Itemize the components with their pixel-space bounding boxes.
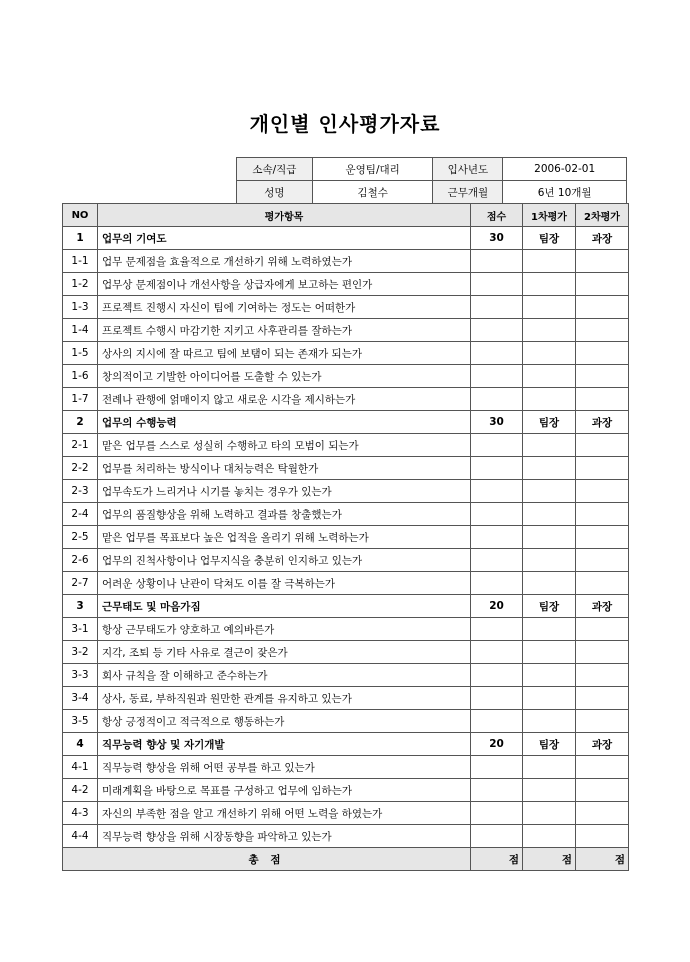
item-score-cell xyxy=(471,549,523,572)
table-row xyxy=(63,549,629,572)
table-row xyxy=(63,434,629,457)
section-no: 3 xyxy=(63,595,98,618)
item-eval2-cell xyxy=(576,802,629,825)
item-eval2-cell xyxy=(576,480,629,503)
table-row xyxy=(63,618,629,641)
table-row xyxy=(63,526,629,549)
item-no: 4-2 xyxy=(63,779,98,802)
item-eval1-cell xyxy=(523,549,576,572)
item-text: 프로젝트 수행시 마감기한 지키고 사후관리를 잘하는가 xyxy=(98,319,471,342)
section-eval1: 팀장 xyxy=(523,411,576,434)
item-score-cell xyxy=(471,434,523,457)
item-score-cell xyxy=(471,825,523,848)
item-no: 1-5 xyxy=(63,342,98,365)
item-text: 업무상 문제점이나 개선사항을 상급자에게 보고하는 편인가 xyxy=(98,273,471,296)
item-eval1-cell xyxy=(523,641,576,664)
table-row xyxy=(63,457,629,480)
page-title: 개인별 인사평가자료 xyxy=(249,112,441,136)
item-text: 상사의 지시에 잘 따르고 팀에 보탬이 되는 존재가 되는가 xyxy=(98,342,471,365)
header-eval2: 2차평가 xyxy=(576,204,629,227)
item-eval2-cell xyxy=(576,434,629,457)
item-score-cell xyxy=(471,503,523,526)
table-row xyxy=(63,756,629,779)
item-eval1-cell xyxy=(523,687,576,710)
item-eval1-cell xyxy=(523,779,576,802)
section-eval2: 과장 xyxy=(576,411,629,434)
item-text: 어려운 상황이나 난관이 닥쳐도 이를 잘 극복하는가 xyxy=(98,572,471,595)
tenure-value: 6년 10개월 xyxy=(503,181,627,204)
section-row xyxy=(63,733,629,756)
item-eval1-cell xyxy=(523,756,576,779)
item-text: 맡은 업무를 스스로 성실히 수행하고 타의 모범이 되는가 xyxy=(98,434,471,457)
item-no: 1-4 xyxy=(63,319,98,342)
section-score: 30 xyxy=(471,411,523,434)
item-eval1-cell xyxy=(523,825,576,848)
item-eval2-cell xyxy=(576,526,629,549)
item-no: 2-1 xyxy=(63,434,98,457)
total-score: 점 xyxy=(471,848,523,871)
item-eval1-cell xyxy=(523,342,576,365)
section-row xyxy=(63,227,629,250)
item-eval1-cell xyxy=(523,572,576,595)
item-score-cell xyxy=(471,342,523,365)
item-eval2-cell xyxy=(576,641,629,664)
section-eval2: 과장 xyxy=(576,595,629,618)
item-eval2-cell xyxy=(576,319,629,342)
item-eval2-cell xyxy=(576,825,629,848)
item-score-cell xyxy=(471,687,523,710)
item-score-cell xyxy=(471,779,523,802)
item-text: 업무의 품질향상을 위해 노력하고 결과를 창출했는가 xyxy=(98,503,471,526)
item-score-cell xyxy=(471,480,523,503)
item-eval1-cell xyxy=(523,480,576,503)
total-eval1: 점 xyxy=(523,848,576,871)
item-text: 지각, 조퇴 등 기타 사유로 결근이 잦은가 xyxy=(98,641,471,664)
item-text: 직무능력 향상을 위해 시장동향을 파악하고 있는가 xyxy=(98,825,471,848)
item-text: 전례나 관행에 얽매이지 않고 새로운 시각을 제시하는가 xyxy=(98,388,471,411)
name-label: 성명 xyxy=(237,181,313,204)
total-eval2: 점 xyxy=(576,848,629,871)
item-score-cell xyxy=(471,802,523,825)
table-row xyxy=(63,710,629,733)
item-text: 항상 긍정적이고 적극적으로 행동하는가 xyxy=(98,710,471,733)
item-no: 1-1 xyxy=(63,250,98,273)
item-no: 1-3 xyxy=(63,296,98,319)
tenure-label: 근무개월 xyxy=(433,181,503,204)
item-eval1-cell xyxy=(523,296,576,319)
item-eval1-cell xyxy=(523,664,576,687)
header-eval1: 1차평가 xyxy=(523,204,576,227)
item-score-cell xyxy=(471,457,523,480)
item-no: 1-7 xyxy=(63,388,98,411)
item-eval2-cell xyxy=(576,503,629,526)
item-no: 2-7 xyxy=(63,572,98,595)
item-eval1-cell xyxy=(523,526,576,549)
item-eval1-cell xyxy=(523,250,576,273)
table-row xyxy=(63,296,629,319)
evaluation-body xyxy=(63,227,629,848)
item-eval2-cell xyxy=(576,618,629,641)
item-eval2-cell xyxy=(576,457,629,480)
item-eval2-cell xyxy=(576,710,629,733)
item-no: 3-2 xyxy=(63,641,98,664)
item-score-cell xyxy=(471,388,523,411)
item-score-cell xyxy=(471,664,523,687)
item-eval2-cell xyxy=(576,664,629,687)
section-eval1: 팀장 xyxy=(523,595,576,618)
table-row xyxy=(63,342,629,365)
item-score-cell xyxy=(471,526,523,549)
item-no: 1-2 xyxy=(63,273,98,296)
item-no: 3-1 xyxy=(63,618,98,641)
table-row xyxy=(63,825,629,848)
employee-info-table xyxy=(236,157,627,204)
item-eval1-cell xyxy=(523,618,576,641)
item-score-cell xyxy=(471,572,523,595)
item-eval1-cell xyxy=(523,365,576,388)
table-row xyxy=(63,250,629,273)
item-eval1-cell xyxy=(523,319,576,342)
item-eval1-cell xyxy=(523,273,576,296)
item-no: 4-4 xyxy=(63,825,98,848)
section-title: 근무태도 및 마음가짐 xyxy=(98,595,471,618)
section-no: 2 xyxy=(63,411,98,434)
item-eval2-cell xyxy=(576,756,629,779)
header-row xyxy=(63,204,629,227)
section-score: 30 xyxy=(471,227,523,250)
table-row xyxy=(63,503,629,526)
hire-label: 입사년도 xyxy=(433,158,503,181)
name-value: 김철수 xyxy=(312,181,433,204)
item-eval1-cell xyxy=(523,388,576,411)
item-score-cell xyxy=(471,319,523,342)
item-text: 자신의 부족한 점을 알고 개선하기 위해 어떤 노력을 하였는가 xyxy=(98,802,471,825)
total-row xyxy=(63,848,629,871)
section-no: 4 xyxy=(63,733,98,756)
evaluation-table xyxy=(62,203,629,871)
item-score-cell xyxy=(471,250,523,273)
item-eval1-cell xyxy=(523,802,576,825)
item-eval2-cell xyxy=(576,250,629,273)
item-eval1-cell xyxy=(523,434,576,457)
section-row xyxy=(63,411,629,434)
item-eval2-cell xyxy=(576,388,629,411)
section-score: 20 xyxy=(471,595,523,618)
item-score-cell xyxy=(471,756,523,779)
item-eval2-cell xyxy=(576,273,629,296)
item-text: 항상 근무태도가 양호하고 예의바른가 xyxy=(98,618,471,641)
section-eval2: 과장 xyxy=(576,733,629,756)
section-score: 20 xyxy=(471,733,523,756)
table-row xyxy=(63,664,629,687)
section-title: 업무의 수행능력 xyxy=(98,411,471,434)
table-row xyxy=(63,365,629,388)
item-text: 업무의 진척사항이나 업무지식을 충분히 인지하고 있는가 xyxy=(98,549,471,572)
item-text: 프로젝트 진행시 자신이 팀에 기여하는 정도는 어떠한가 xyxy=(98,296,471,319)
table-row xyxy=(63,802,629,825)
item-text: 창의적이고 기발한 아이디어를 도출할 수 있는가 xyxy=(98,365,471,388)
table-row xyxy=(63,779,629,802)
dept-label: 소속/직급 xyxy=(237,158,313,181)
item-score-cell xyxy=(471,710,523,733)
item-no: 4-1 xyxy=(63,756,98,779)
item-eval1-cell xyxy=(523,457,576,480)
section-no: 1 xyxy=(63,227,98,250)
item-no: 2-2 xyxy=(63,457,98,480)
item-no: 2-4 xyxy=(63,503,98,526)
table-row xyxy=(63,572,629,595)
table-row xyxy=(63,687,629,710)
item-eval2-cell xyxy=(576,572,629,595)
item-text: 상사, 동료, 부하직원과 원만한 관계를 유지하고 있는가 xyxy=(98,687,471,710)
hire-value: 2006-02-01 xyxy=(503,158,627,181)
section-eval1: 팀장 xyxy=(523,733,576,756)
item-score-cell xyxy=(471,641,523,664)
item-eval1-cell xyxy=(523,710,576,733)
item-eval2-cell xyxy=(576,779,629,802)
item-no: 4-3 xyxy=(63,802,98,825)
item-score-cell xyxy=(471,365,523,388)
table-row xyxy=(63,319,629,342)
total-label: 총 점 xyxy=(63,848,471,871)
item-no: 2-5 xyxy=(63,526,98,549)
table-row xyxy=(63,641,629,664)
item-score-cell xyxy=(471,296,523,319)
item-no: 2-6 xyxy=(63,549,98,572)
item-text: 미래계획을 바탕으로 목표를 구성하고 업무에 임하는가 xyxy=(98,779,471,802)
header-item: 평가항목 xyxy=(98,204,471,227)
item-text: 업무속도가 느리거나 시기를 놓치는 경우가 있는가 xyxy=(98,480,471,503)
header-no: NO xyxy=(63,204,98,227)
item-text: 직무능력 향상을 위해 어떤 공부를 하고 있는가 xyxy=(98,756,471,779)
table-row xyxy=(63,480,629,503)
item-eval1-cell xyxy=(523,503,576,526)
item-no: 1-6 xyxy=(63,365,98,388)
dept-value: 운영팀/대리 xyxy=(312,158,433,181)
item-no: 3-5 xyxy=(63,710,98,733)
section-row xyxy=(63,595,629,618)
item-eval2-cell xyxy=(576,342,629,365)
item-text: 업무 문제점을 효율적으로 개선하기 위해 노력하였는가 xyxy=(98,250,471,273)
item-score-cell xyxy=(471,618,523,641)
item-text: 맡은 업무를 목표보다 높은 업적을 올리기 위해 노력하는가 xyxy=(98,526,471,549)
item-eval2-cell xyxy=(576,365,629,388)
item-no: 2-3 xyxy=(63,480,98,503)
section-title: 업무의 기여도 xyxy=(98,227,471,250)
table-row xyxy=(63,273,629,296)
item-no: 3-4 xyxy=(63,687,98,710)
item-eval2-cell xyxy=(576,549,629,572)
table-row xyxy=(63,388,629,411)
section-title: 직무능력 향상 및 자기개발 xyxy=(98,733,471,756)
item-score-cell xyxy=(471,273,523,296)
header-score: 점수 xyxy=(471,204,523,227)
section-eval1: 팀장 xyxy=(523,227,576,250)
section-eval2: 과장 xyxy=(576,227,629,250)
item-text: 업무를 처리하는 방식이나 대처능력은 탁월한가 xyxy=(98,457,471,480)
item-eval2-cell xyxy=(576,687,629,710)
item-no: 3-3 xyxy=(63,664,98,687)
item-eval2-cell xyxy=(576,296,629,319)
item-text: 회사 규칙을 잘 이해하고 준수하는가 xyxy=(98,664,471,687)
